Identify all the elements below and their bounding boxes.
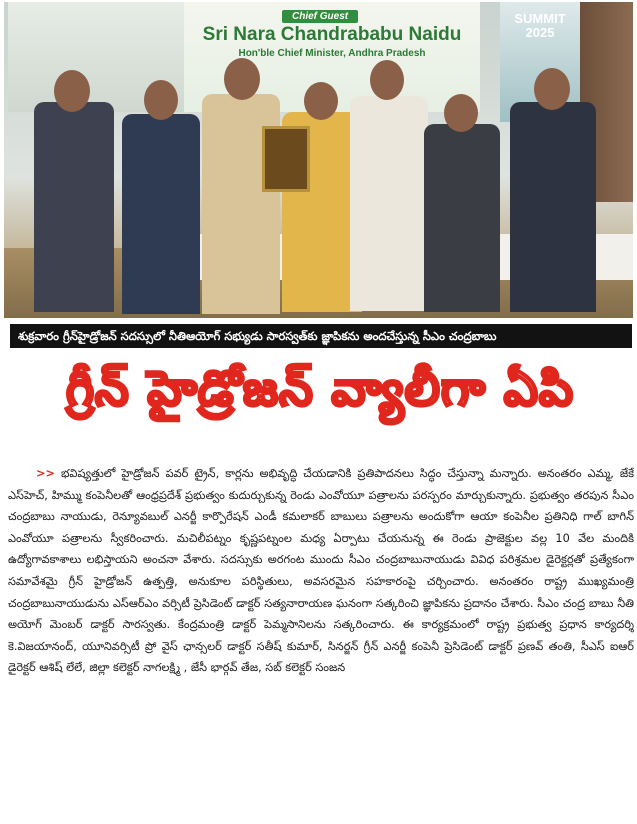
summit-year: 2025 bbox=[525, 25, 555, 40]
headline: గ్రీన్ హైడ్రోజన్ వ్యాలీగా ఏపి bbox=[65, 361, 575, 417]
article-body bbox=[8, 463, 634, 679]
summit-word: SUMMIT bbox=[514, 11, 566, 26]
paragraph-marker: >> bbox=[36, 467, 55, 480]
photo-caption: శుక్రవారం గ్రీన్‌హైడ్రోజన్ సదస్సులో నీతిఆయోగ్ సభ్యుడు సారస్వత్‌కు జ్ఞాపికను అందచేస్తున్న సీఎం చంద్రబాబు bbox=[10, 324, 632, 348]
article-text: భవిష్యత్తులో హైడ్రోజన్ పవర్ ట్రైన్, కార్లను అభివృద్ధి చేయడానికి ప్రతిపాదనలు సిద్ధం చేస్తున్నా మన్నారు. అనంతరం ఎమ్మ, జేకే ఎస్‌హెచ్, హిమ్ము కంపెనీలతో ఆంధ్రప్రదేశ్ ప్రభుత్వం కుదుర్చుకున్న రెండు ఎంవోయూ పత్రాలను పరస్పరం మార్చుకున్నారు. ప్రభుత్వం తరపున సీఎం చంద్రబాబు నాయుడు, రెన్యూవబుల్ ఎనర్జీ కార్పొరేషన్ ఎండీ కమలాకర్ బాబులు పత్రాలను అందుకోగా ఆయా కంపెనీల ప్రతినిధి గాల్ బాగిన్ ఎంవోయూ పత్రాలను స్వీకరించారు. మచిలీపట్నం కృష్ణపట్నంల మధ్య ఏర్పాటు చేయనున్న ఈ రెండు ప్రాజెక్టుల వల్ల 10 వేల మందికి ఉద్యోగావకాశాలు లభిస్తాయని అంచనా వేశారు. సదస్సుకు అరగంట ముందు సీఎం చంద్రబాబునాయుడు వివిధ పరిశ్రమల డైరెక్టర్లతో ప్రత్యేకంగా సమావేశమై గ్రీన్ హైడ్రోజన్ ఉత్పత్తి, అనుకూల పరిస్థితులు, అవసరమైన సహకారంపై చర్చించారు. అనంతరం రాష్ట్ర ముఖ్యమంత్రి చంద్రబాబునాయుడును ఎస్ఆర్ఎం వర్సిటీ ప్రెసిడెంట్ డాక్టర్ సత్యనారాయణ ఘనంగా సత్కరించి జ్ఞాపికను ప్రదానం చేశారు. సీఎం చంద్ర బాబు నీతి అయోగ్ మెంబర్ డాక్టర్ సారస్వతు. కేంద్రమంత్రి డాక్టర్ పెమ్మసానిలను సత్కరించారు. ఈ కార్యక్రమంలో రాష్ట్ర ప్రభుత్వ ప్రధాన కార్యదర్శి కె.విజయానంద్, యూనివర్సిటీ ప్రో వైస్ ఛాన్సలర్ డాక్టర్ సతీష్ కుమార్, సినర్జన్ గ్రీన్ ఎనర్జీ కంపెనీ ప్రెసిడెంట్ డాక్టర్ ప్రణవ్ తంతి, సీఎస్ ఐఆర్ డైరెక్టర్ ఆశిష్ లేలే, జిల్లా కలెక్టర్ నాగలక్ష్మి , జేసీ భార్గవ్ తేజ, సబ్ కలెక్టర్ సంజన bbox=[8, 467, 634, 675]
event-photo bbox=[4, 2, 633, 318]
chief-guest-role: Hon'ble Chief Minister, Andhra Pradesh bbox=[238, 48, 426, 59]
chief-guest-tag: Chief Guest bbox=[282, 10, 358, 23]
award-memento bbox=[262, 126, 310, 192]
chief-guest-name: Sri Nara Chandrababu Naidu bbox=[202, 24, 462, 45]
